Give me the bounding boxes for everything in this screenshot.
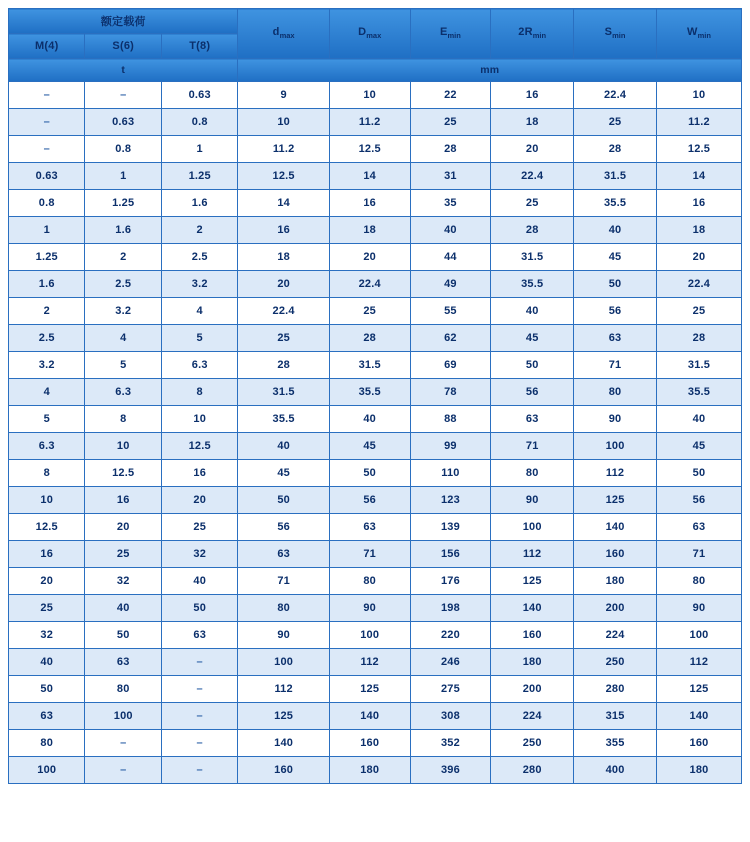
table-cell: 56 [656,487,741,514]
table-row [9,217,742,244]
table-cell: 160 [329,730,410,757]
table-cell: 11.2 [329,109,410,136]
table-cell: 10 [238,109,329,136]
table-row [9,514,742,541]
table-cell: 100 [574,433,657,460]
table-cell: 12.5 [329,136,410,163]
table-cell: 45 [574,244,657,271]
table-cell: 78 [410,379,491,406]
header-col-d-max [238,9,329,59]
table-cell: 50 [656,460,741,487]
table-row [9,676,742,703]
table-cell: 2 [85,244,161,271]
table-row [9,460,742,487]
table-cell: 25 [491,190,574,217]
header-col-W-min-label: W [687,26,698,39]
table-row [9,595,742,622]
table-cell: 35.5 [491,271,574,298]
table-cell: 45 [238,460,329,487]
table-cell: – [161,649,238,676]
table-cell: 80 [329,568,410,595]
table-row [9,136,742,163]
table-cell: 20 [85,514,161,541]
table-row [9,379,742,406]
table-cell: 55 [410,298,491,325]
table-cell: 20 [238,271,329,298]
table-cell: 40 [656,406,741,433]
table-cell: 35.5 [238,406,329,433]
table-cell: 100 [491,514,574,541]
table-cell: 16 [656,190,741,217]
table-cell: 160 [238,757,329,784]
table-cell: 50 [491,352,574,379]
table-cell: 0.63 [161,82,238,109]
table-cell: 69 [410,352,491,379]
table-cell: 112 [238,676,329,703]
table-cell: 90 [574,406,657,433]
table-cell: 40 [329,406,410,433]
table-row [9,649,742,676]
header-col-D-max-sub: max [366,31,382,41]
table-row [9,325,742,352]
table-cell: 45 [329,433,410,460]
table-cell: 63 [329,514,410,541]
table-cell: 10 [161,406,238,433]
table-cell: 25 [9,595,85,622]
table-cell: 31.5 [574,163,657,190]
table-cell: – [85,730,161,757]
table-row [9,82,742,109]
table-cell: 10 [85,433,161,460]
table-cell: 100 [656,622,741,649]
table-cell: 71 [491,433,574,460]
table-cell: 63 [574,325,657,352]
table-cell: 12.5 [238,163,329,190]
table-cell: 80 [9,730,85,757]
table-row [9,568,742,595]
table-cell: – [85,82,161,109]
table-cell: 90 [238,622,329,649]
table-cell: 20 [9,568,85,595]
table-cell: 1 [9,217,85,244]
table-cell: 56 [491,379,574,406]
table-cell: 90 [329,595,410,622]
table-cell: 220 [410,622,491,649]
header-unit-load: t [9,59,238,82]
table-cell: 0.8 [85,136,161,163]
table-cell: 125 [491,568,574,595]
table-cell: 1 [85,163,161,190]
table-cell: 50 [574,271,657,298]
table-cell: 31.5 [329,352,410,379]
table-cell: 50 [161,595,238,622]
table-cell: 14 [238,190,329,217]
table-cell: 280 [491,757,574,784]
table-cell: 22.4 [329,271,410,298]
table-cell: 16 [161,460,238,487]
table-cell: 40 [491,298,574,325]
table-row [9,298,742,325]
table-cell: 12.5 [656,136,741,163]
table-row [9,271,742,298]
header-col-t8: T(8) [161,34,238,59]
header-col-E-min-label: E [439,26,448,39]
table-cell: 180 [656,757,741,784]
table-cell: 280 [574,676,657,703]
header-rated-load: 额定载荷 [9,9,238,34]
table-cell: 112 [574,460,657,487]
table-cell: 25 [85,541,161,568]
table-cell: 50 [329,460,410,487]
table-cell: 40 [161,568,238,595]
table-cell: 28 [574,136,657,163]
table-body [9,82,742,784]
table-cell: 8 [9,460,85,487]
table-cell: 112 [656,649,741,676]
table-cell: 140 [238,730,329,757]
table-cell: 5 [161,325,238,352]
table-cell: – [9,136,85,163]
table-cell: 112 [491,541,574,568]
table-cell: 140 [574,514,657,541]
table-cell: 63 [491,406,574,433]
table-cell: 200 [491,676,574,703]
table-cell: 31.5 [491,244,574,271]
table-row [9,487,742,514]
table-cell: 18 [329,217,410,244]
header-col-2R-min [491,9,574,59]
table-cell: 35.5 [574,190,657,217]
table-cell: 100 [329,622,410,649]
header-col-S-min-sub: min [612,31,626,41]
table-cell: 2.5 [9,325,85,352]
table-cell: 18 [238,244,329,271]
table-cell: 31.5 [656,352,741,379]
table-cell: 125 [329,676,410,703]
table-cell: 9 [238,82,329,109]
header-row-units [9,59,742,82]
table-cell: 6.3 [161,352,238,379]
table-cell: 110 [410,460,491,487]
table-cell: 32 [85,568,161,595]
table-cell: 14 [329,163,410,190]
table-cell: 63 [161,622,238,649]
table-cell: 80 [238,595,329,622]
table-cell: 224 [574,622,657,649]
table-cell: 156 [410,541,491,568]
header-col-d-max-sub: max [279,31,295,41]
table-cell: 125 [656,676,741,703]
table-cell: 20 [329,244,410,271]
table-cell: 160 [491,622,574,649]
table-cell: 125 [238,703,329,730]
table-cell: 1.25 [9,244,85,271]
table-cell: 160 [656,730,741,757]
table-cell: 355 [574,730,657,757]
table-cell: 396 [410,757,491,784]
header-unit-dimensions: mm [238,59,742,82]
table-cell: 31 [410,163,491,190]
table-cell: 16 [85,487,161,514]
table-cell: 71 [238,568,329,595]
table-cell: 18 [656,217,741,244]
table-cell: 10 [329,82,410,109]
header-col-s6: S(6) [85,34,161,59]
header-col-m4: M(4) [9,34,85,59]
table-cell: 44 [410,244,491,271]
header-col-d-max-label: d [272,26,280,39]
table-cell: 16 [9,541,85,568]
table-cell: 28 [238,352,329,379]
table-cell: 14 [656,163,741,190]
table-cell: 180 [329,757,410,784]
table-cell: 0.63 [9,163,85,190]
table-cell: 80 [574,379,657,406]
table-cell: 50 [9,676,85,703]
table-cell: 22.4 [574,82,657,109]
table-cell: 100 [9,757,85,784]
table-cell: 180 [574,568,657,595]
table-cell: 1.25 [85,190,161,217]
table-row [9,163,742,190]
table-cell: 32 [9,622,85,649]
table-cell: 6.3 [85,379,161,406]
table-row [9,433,742,460]
table-cell: 5 [9,406,85,433]
table-cell: – [161,676,238,703]
table-cell: 28 [329,325,410,352]
table-cell: 16 [491,82,574,109]
table-cell: 140 [329,703,410,730]
table-cell: 10 [9,487,85,514]
table-row [9,541,742,568]
table-cell: 1.25 [161,163,238,190]
table-cell: 3.2 [161,271,238,298]
table-cell: 400 [574,757,657,784]
header-row-groups [9,9,742,34]
table-cell: 45 [656,433,741,460]
table-cell: 250 [574,649,657,676]
table-row [9,730,742,757]
table-row [9,622,742,649]
table-cell: – [9,82,85,109]
table-cell: 71 [574,352,657,379]
header-col-W-min [656,9,741,59]
table-row [9,190,742,217]
header-col-S-min [574,9,657,59]
table-cell: 200 [574,595,657,622]
table-cell: 1 [161,136,238,163]
table-cell: 25 [161,514,238,541]
table-cell: – [161,703,238,730]
table-cell: 22.4 [491,163,574,190]
table-cell: 140 [491,595,574,622]
table-cell: 28 [656,325,741,352]
table-cell: 71 [329,541,410,568]
table-cell: – [85,757,161,784]
table-cell: 180 [491,649,574,676]
table-cell: 63 [656,514,741,541]
table-cell: 0.8 [9,190,85,217]
table-cell: 22 [410,82,491,109]
table-cell: 25 [574,109,657,136]
table-cell: 56 [329,487,410,514]
table-cell: 63 [238,541,329,568]
table-cell: 49 [410,271,491,298]
table-cell: 4 [9,379,85,406]
table-cell: 20 [656,244,741,271]
table-cell: 56 [238,514,329,541]
table-cell: 2.5 [85,271,161,298]
table-row [9,406,742,433]
table-cell: 3.2 [85,298,161,325]
table-cell: 4 [161,298,238,325]
table-cell: 80 [656,568,741,595]
table-cell: 56 [574,298,657,325]
table-cell: 50 [238,487,329,514]
table-cell: 16 [329,190,410,217]
table-cell: 139 [410,514,491,541]
table-cell: 315 [574,703,657,730]
header-col-D-max [329,9,410,59]
table-cell: 90 [491,487,574,514]
table-cell: 22.4 [656,271,741,298]
table-cell: – [161,757,238,784]
header-col-D-max-label: D [358,26,367,39]
table-cell: 2 [9,298,85,325]
table-cell: 40 [9,649,85,676]
table-cell: 8 [85,406,161,433]
table-cell: 308 [410,703,491,730]
table-cell: 224 [491,703,574,730]
table-cell: 25 [238,325,329,352]
table-cell: 10 [656,82,741,109]
header-col-E-min [410,9,491,59]
table-cell: 40 [85,595,161,622]
table-cell: 16 [238,217,329,244]
table-cell: 11.2 [238,136,329,163]
table-cell: 25 [656,298,741,325]
header-col-E-min-sub: min [447,31,461,41]
table-cell: 140 [656,703,741,730]
table-row [9,109,742,136]
header-col-2R-min-label: 2R [518,26,533,39]
table-cell: – [161,730,238,757]
table-cell: 176 [410,568,491,595]
table-row [9,757,742,784]
table-cell: 35.5 [329,379,410,406]
table-cell: 22.4 [238,298,329,325]
table-cell: 50 [85,622,161,649]
table-cell: 20 [161,487,238,514]
table-cell: 40 [238,433,329,460]
table-cell: 198 [410,595,491,622]
table-cell: 90 [656,595,741,622]
table-cell: 100 [238,649,329,676]
table-cell: 99 [410,433,491,460]
table-cell: 0.8 [161,109,238,136]
table-cell: 35 [410,190,491,217]
table-cell: 1.6 [9,271,85,298]
table-cell: 88 [410,406,491,433]
table-cell: 62 [410,325,491,352]
table-cell: 2.5 [161,244,238,271]
header-col-W-min-sub: min [697,31,711,41]
table-cell: 112 [329,649,410,676]
table-row [9,703,742,730]
table-cell: 12.5 [161,433,238,460]
table-cell: 25 [410,109,491,136]
table-cell: 123 [410,487,491,514]
table-cell: 45 [491,325,574,352]
table-cell: 80 [85,676,161,703]
table-cell: 5 [85,352,161,379]
table-cell: 20 [491,136,574,163]
table-row [9,244,742,271]
header-col-S-min-label: S [604,26,613,39]
table-cell: 2 [161,217,238,244]
table-cell: 71 [656,541,741,568]
table-cell: 125 [574,487,657,514]
specification-table [8,8,742,784]
table-row [9,352,742,379]
table-header [9,9,742,82]
table-cell: 12.5 [85,460,161,487]
table-cell: 160 [574,541,657,568]
table-cell: 6.3 [9,433,85,460]
table-cell: 1.6 [161,190,238,217]
table-cell: 250 [491,730,574,757]
table-cell: 275 [410,676,491,703]
table-cell: 32 [161,541,238,568]
table-cell: 35.5 [656,379,741,406]
table-cell: 3.2 [9,352,85,379]
table-cell: 8 [161,379,238,406]
table-cell: 352 [410,730,491,757]
table-cell: 100 [85,703,161,730]
header-col-2R-min-sub: min [532,31,547,41]
table-cell: – [9,109,85,136]
table-cell: 246 [410,649,491,676]
table-cell: 28 [491,217,574,244]
table-cell: 25 [329,298,410,325]
table-cell: 0.63 [85,109,161,136]
table-cell: 31.5 [238,379,329,406]
table-cell: 11.2 [656,109,741,136]
table-cell: 80 [491,460,574,487]
table-cell: 18 [491,109,574,136]
table-cell: 63 [85,649,161,676]
table-cell: 12.5 [9,514,85,541]
table-cell: 63 [9,703,85,730]
table-cell: 4 [85,325,161,352]
table-cell: 1.6 [85,217,161,244]
table-cell: 40 [410,217,491,244]
table-cell: 28 [410,136,491,163]
table-cell: 40 [574,217,657,244]
